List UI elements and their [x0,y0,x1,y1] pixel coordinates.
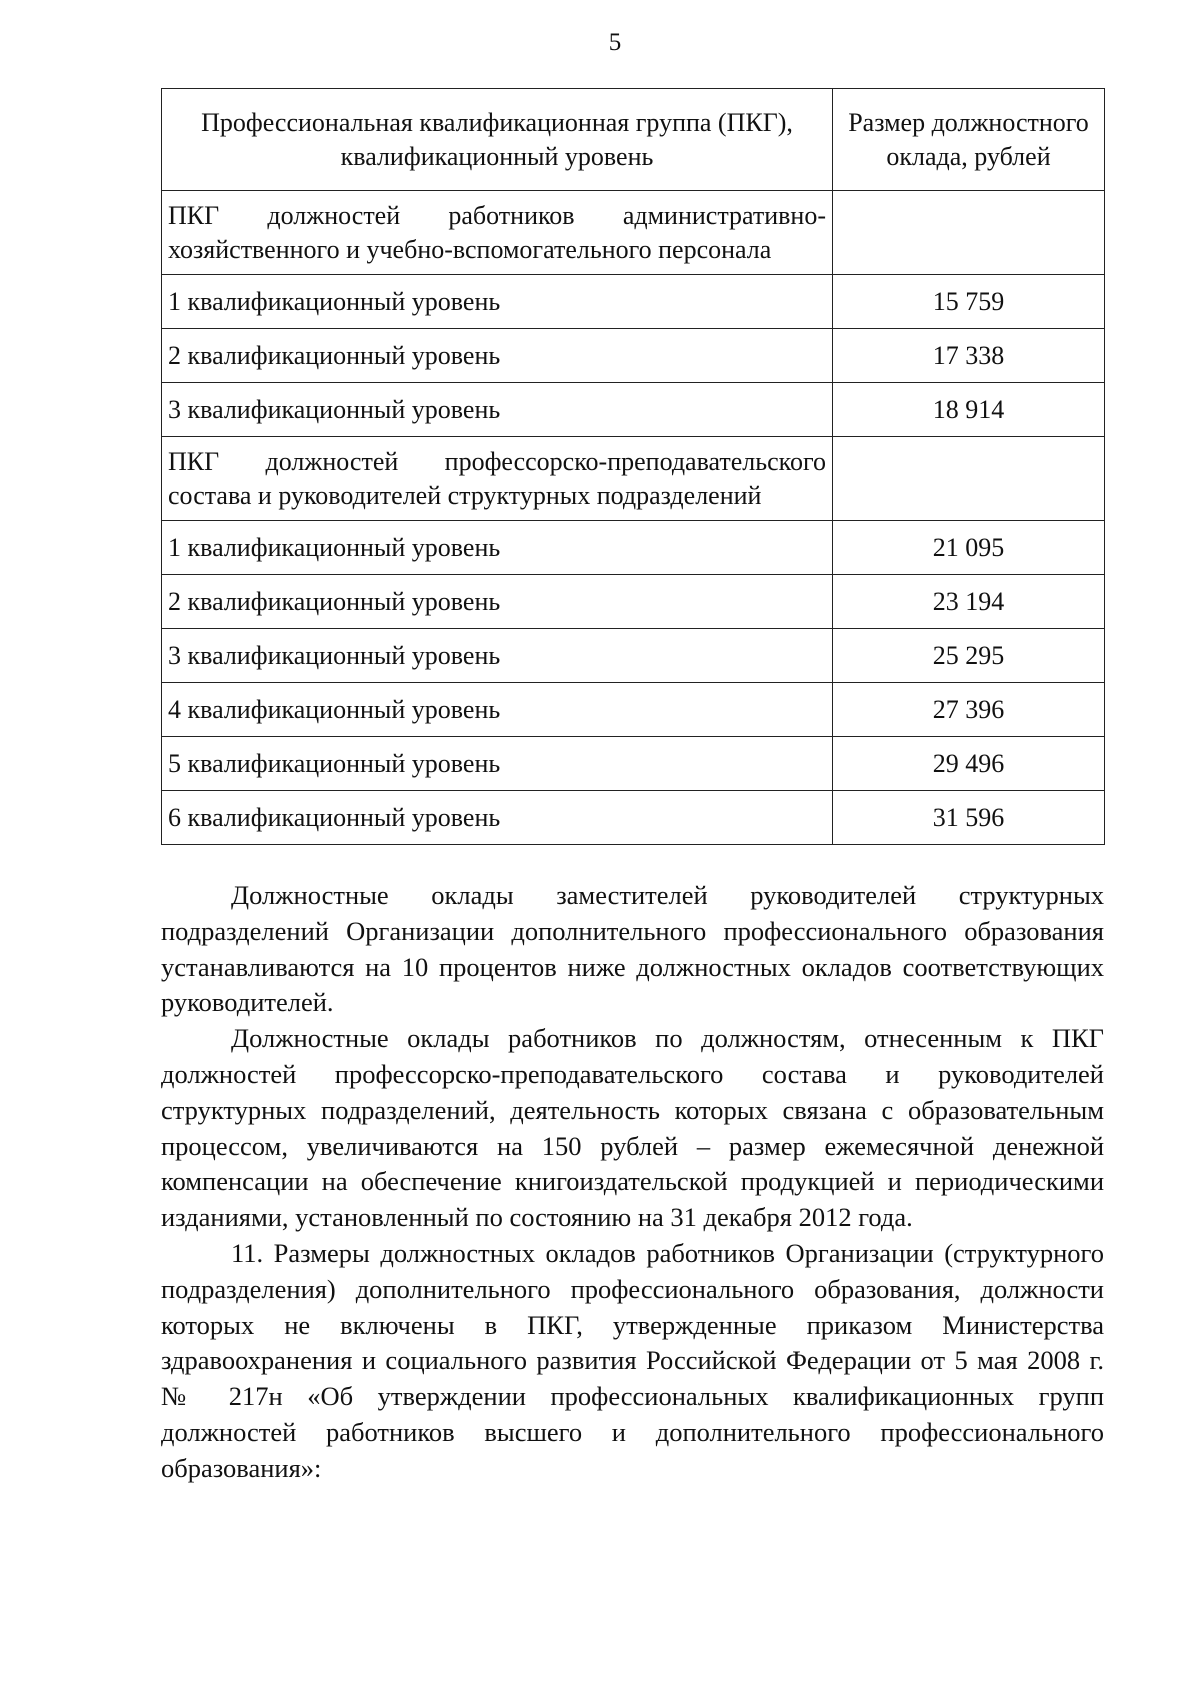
salary-value: 17 338 [833,329,1105,383]
table-row [162,275,1105,329]
group-value-empty [833,437,1105,521]
table-row [162,575,1105,629]
group-name: ПКГ должностей работников административно-хозяйственного и учебно-вспомогательного персонала [162,191,833,275]
table-row [162,521,1105,575]
level-name: 2 квалификационный уровень [162,575,833,629]
group-row-admin [162,191,1105,275]
salary-value: 25 295 [833,629,1105,683]
level-name: 3 квалификационный уровень [162,629,833,683]
group-name: ПКГ должностей профессорско-преподавательского состава и руководителей структурных подразделений [162,437,833,521]
salary-value: 15 759 [833,275,1105,329]
salary-value: 18 914 [833,383,1105,437]
salary-value: 23 194 [833,575,1105,629]
paragraph-compensation: Должностные оклады работников по должностям, отнесенным к ПКГ должностей профессорско-преподавательского состава и руководителей структурных подразделений, деятельность которых связана с образовательным процессом, увеличиваются на 150 рублей – размер ежемесячной денежной компенсации на обеспечение книгоиздательской продукцией и периодическими изданиями, установленный по состоянию на 31 декабря 2012 года. [161,1023,1104,1233]
header-salary-size: Размер должностного оклада, рублей [833,89,1105,191]
salary-value: 29 496 [833,737,1105,791]
group-row-teaching [162,437,1105,521]
table-header-row [162,89,1105,191]
level-name: 4 квалификационный уровень [162,683,833,737]
salary-value: 31 596 [833,791,1105,845]
header-group-level: Профессиональная квалификационная группа (ПКГ), квалификационный уровень [162,89,833,191]
page-number: 5 [608,29,622,56]
paragraph-deputy-salaries: Должностные оклады заместителей руководителей структурных подразделений Организации дополнительного профессионального образования устанавливаются на 10 процентов ниже должностных окладов соответствующих руководителей. [161,880,1104,1018]
level-name: 1 квалификационный уровень [162,275,833,329]
salary-value: 21 095 [833,521,1105,575]
table-row [162,383,1105,437]
table-row [162,791,1105,845]
table-row [162,329,1105,383]
body-text [161,878,1104,1487]
level-name: 3 квалификационный уровень [162,383,833,437]
group-value-empty [833,191,1105,275]
level-name: 2 квалификационный уровень [162,329,833,383]
paragraph-item-11: 11. Размеры должностных окладов работников Организации (структурного подразделения) дополнительного профессионального образования, должности которых не включены в ПКГ, утвержденные приказом Министерства здравоохранения и социального развития Российской Федерации от 5 мая 2008 г. № 217н «Об утверждении профессиональных квалификационных групп должностей работников высшего и дополнительного профессионального образования»: [161,1237,1104,1483]
table-row [162,683,1105,737]
table-row [162,629,1105,683]
table-row [162,737,1105,791]
level-name: 5 квалификационный уровень [162,737,833,791]
salary-table [161,88,1105,845]
level-name: 1 квалификационный уровень [162,521,833,575]
salary-value: 27 396 [833,683,1105,737]
level-name: 6 квалификационный уровень [162,791,833,845]
